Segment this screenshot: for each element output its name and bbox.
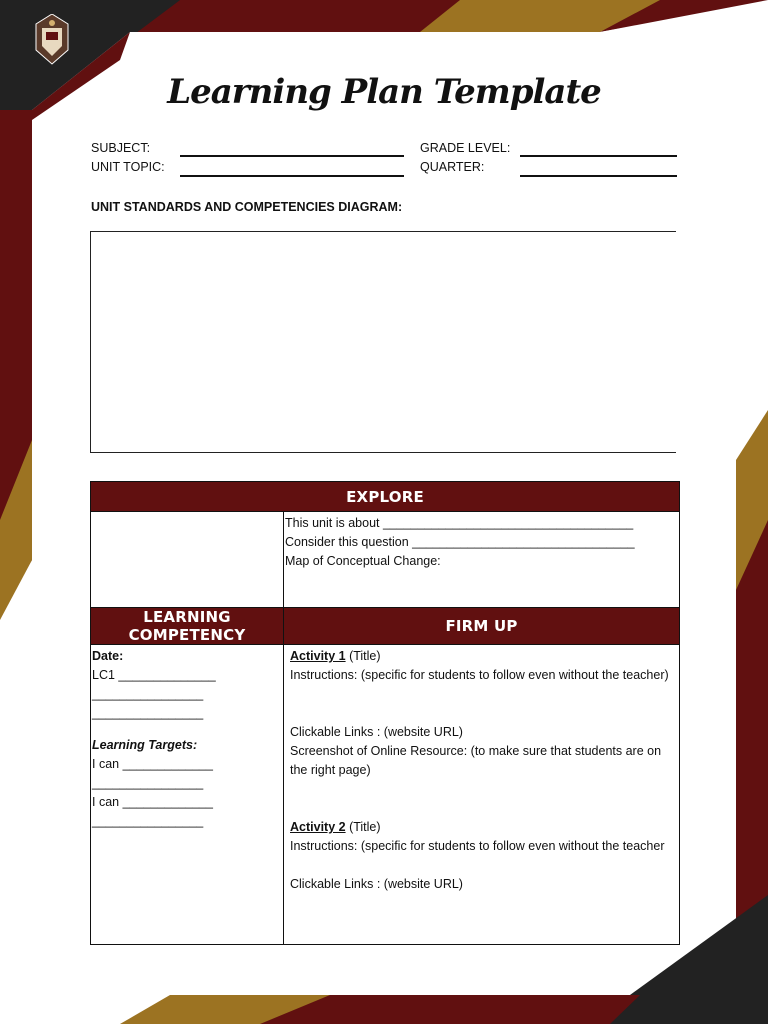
lc1-line: LC1 ______________ xyxy=(92,668,216,682)
lc-blank-line: ________________ xyxy=(92,706,204,720)
date-label: Date: xyxy=(92,649,124,663)
learning-competency-header: LEARNING COMPETENCY xyxy=(91,608,284,645)
quarter-field-line[interactable] xyxy=(520,175,677,177)
activity1-label: Activity 1 xyxy=(290,649,346,663)
activity2-heading xyxy=(290,818,679,837)
explore-question: Consider this question ________________________________ xyxy=(285,535,635,549)
ican-line: I can _____________ xyxy=(92,795,213,809)
firm-up-cell[interactable] xyxy=(284,645,680,945)
subject-label: SUBJECT: xyxy=(91,141,151,155)
activity1-title: (Title) xyxy=(345,649,381,663)
explore-header: EXPLORE xyxy=(91,482,680,512)
lc-blank-line: ________________ xyxy=(92,814,204,828)
subject-field-line[interactable] xyxy=(180,155,404,157)
unit-topic-label: UNIT TOPIC: xyxy=(91,160,165,174)
activity2-instructions: Instructions: (specific for students to follow even without the teacher xyxy=(290,839,665,853)
learning-plan-table xyxy=(90,481,680,945)
activity1-links: Clickable Links : (website URL) xyxy=(290,725,463,739)
learning-targets-label: Learning Targets: xyxy=(92,738,198,752)
grade-level-label: GRADE LEVEL: xyxy=(420,141,511,155)
explore-content-cell[interactable] xyxy=(284,512,680,608)
activity2-links: Clickable Links : (website URL) xyxy=(290,877,463,891)
page-title: Learning Plan Template xyxy=(167,72,601,112)
explore-unit-about: This unit is about ____________________________________ xyxy=(285,516,634,530)
ican-line: I can _____________ xyxy=(92,757,213,771)
activity1-screenshot: Screenshot of Online Resource: (to make sure that students are on the right page) xyxy=(290,744,662,777)
activity1-heading xyxy=(290,647,679,666)
unit-topic-field-line[interactable] xyxy=(180,175,404,177)
activity2-label: Activity 2 xyxy=(290,820,346,834)
explore-left-cell[interactable] xyxy=(91,512,284,608)
learning-competency-cell[interactable] xyxy=(91,645,284,945)
school-seal-logo-icon xyxy=(34,14,70,66)
quarter-label: QUARTER: xyxy=(420,160,485,174)
activity2-title: (Title) xyxy=(345,820,381,834)
diagram-box[interactable] xyxy=(90,231,676,453)
diagram-heading: UNIT STANDARDS AND COMPETENCIES DIAGRAM: xyxy=(91,200,403,214)
lc-blank-line: ________________ xyxy=(92,687,204,701)
activity1-instructions: Instructions: (specific for students to follow even without the teacher) xyxy=(290,668,669,682)
lc-blank-line: ________________ xyxy=(92,776,204,790)
grade-level-field-line[interactable] xyxy=(520,155,677,157)
firm-up-header: FIRM UP xyxy=(284,608,680,645)
explore-conceptual-map: Map of Conceptual Change: xyxy=(285,554,441,568)
